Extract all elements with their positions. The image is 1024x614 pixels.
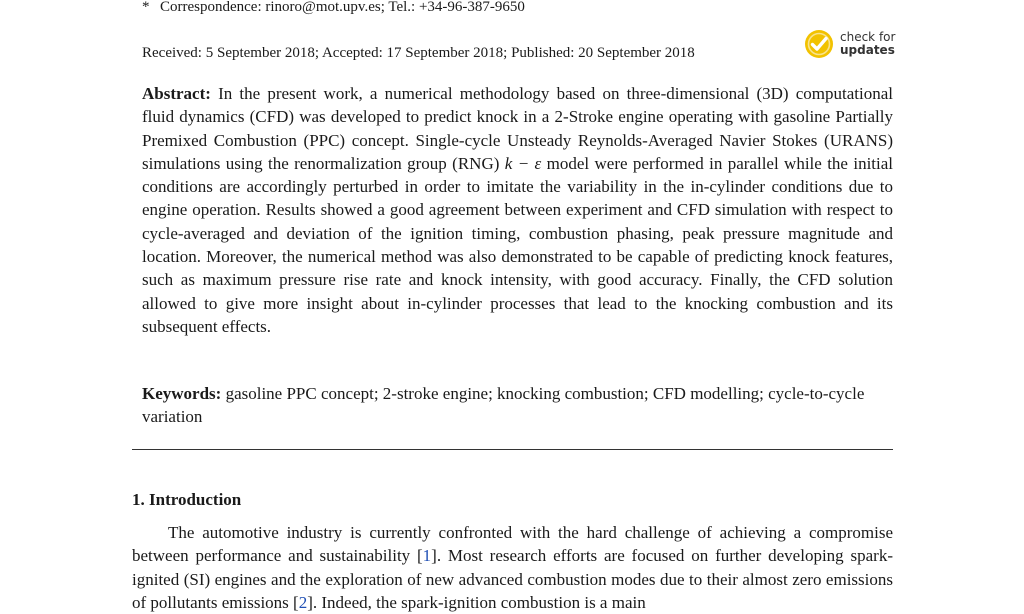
publication-dates: Received: 5 September 2018; Accepted: 17 September 2018; Published: 20 September 2018 [142,45,695,61]
keywords-paragraph [142,382,893,429]
check-for-updates-button[interactable] [804,29,895,59]
intro-text-part1: The automotive industry is currently confronted with the hard challenge of achieving a compromise between performance and sustainability [ [132,523,893,566]
abstract-label: Abstract: [142,84,211,103]
abstract-text-part2: model were performed in parallel while the initial conditions are accordingly perturbed in order to imitate the variability in the in-cylinder conditions due to engine operation. Results showed a good agreement between experiment and CFD simulation with respect to cycle-averaged and deviation of the ignition timing, combustion phasing, peak pressure magnitude and location. Moreover, the numerical method was also demonstrated to be capable of predicting knock features, such as maximum pressure rise rate and knock intensity, with good accuracy. Finally, the CFD solution allowed to give more insight about in-cylinder processes that lead to the knocking combustion and its subsequent effects. [142,153,894,336]
abstract-model-symbol: k − ε [504,153,542,173]
section-divider [132,449,893,450]
correspondence-marker: * [142,0,150,15]
citation-link-1[interactable]: 1 [422,546,432,566]
citation-link-2[interactable]: 2 [298,592,308,612]
check-badge-icon [804,29,834,59]
keywords-label: Keywords: [142,384,222,403]
keywords-text: gasoline PPC concept; 2-stroke engine; knocking combustion; CFD modelling; cycle-to-cycle variation [142,384,865,427]
abstract-text-part1: In the present work, a numerical methodology based on three-dimensional (3D) computational fluid dynamics (CFD) was developed to predict knock in a 2-Stroke engine operating with gasoline Partially Premixed Combustion (PPC) concept. Single-cycle Unsteady Reynolds-Averaged Navier Stokes (URANS) simulations using the renormalization group (RNG) [142,84,893,173]
introduction-paragraph [132,521,893,614]
check-updates-label [840,31,895,57]
correspondence-text: Correspondence: rinoro@mot.upv.es; Tel.: +34-96-387-9650 [160,0,525,15]
check-updates-line1: check for [840,30,896,44]
introduction-heading: 1. Introduction [132,490,242,509]
check-updates-line2: updates [840,43,895,57]
correspondence-line [142,0,525,17]
abstract-paragraph [142,82,893,338]
intro-text-part3: ]. Indeed, the spark-ignition combustion is a main [307,592,646,612]
intro-text-part2: ]. Most research efforts are focused on further developing spark-ignited (SI) engines and the exploration of new advanced combustion modes due to their almost zero emissions of pollutants emissions [ [132,546,893,612]
